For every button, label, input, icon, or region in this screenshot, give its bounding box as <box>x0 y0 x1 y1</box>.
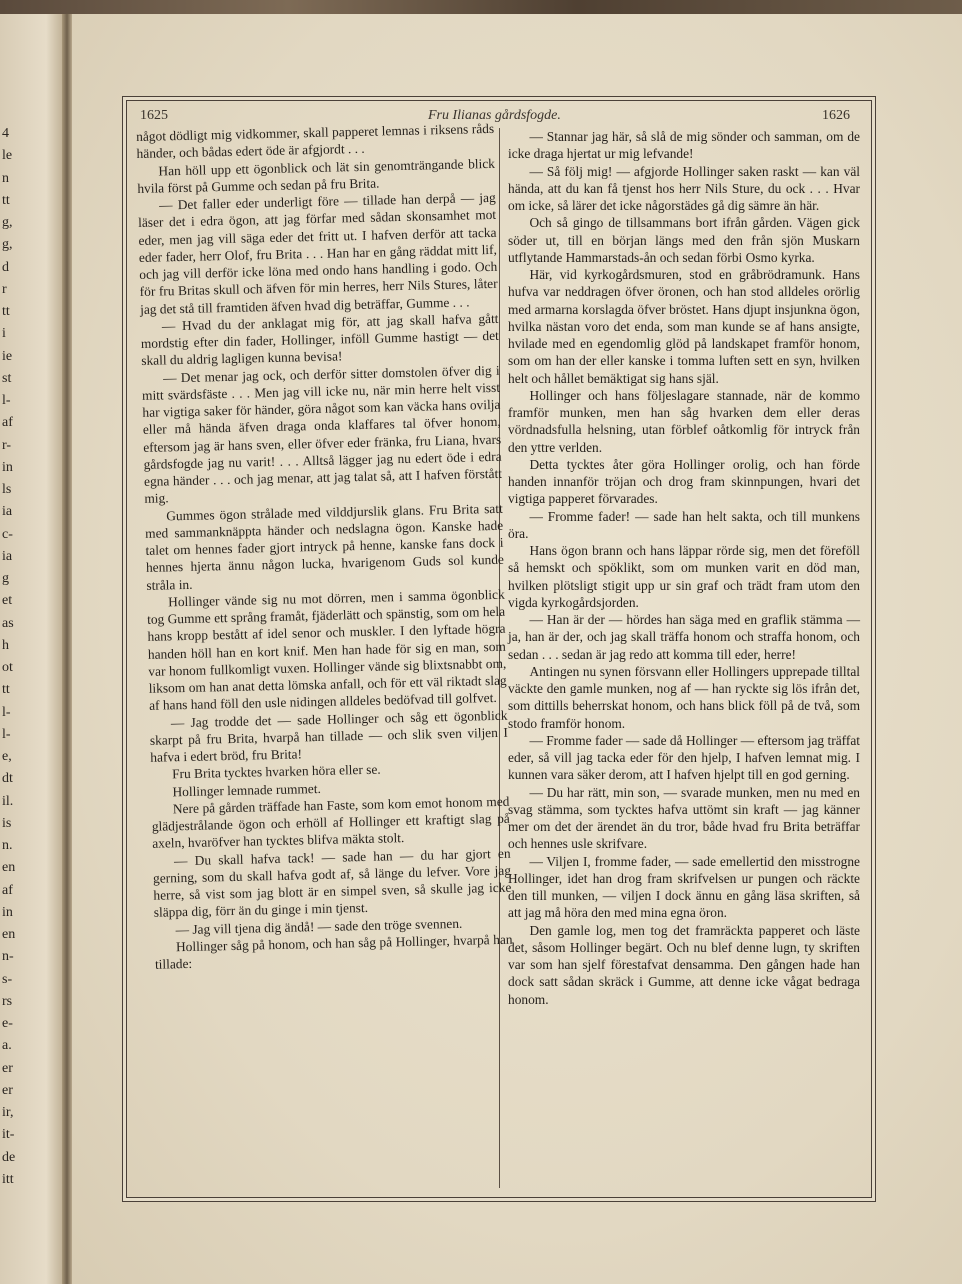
previous-page-fragment: h <box>2 637 9 653</box>
previous-page-fragment: ia <box>2 548 13 564</box>
previous-page-fragment: e- <box>2 1016 13 1031</box>
previous-page-fragment: et <box>2 593 13 609</box>
previous-page-fragment: af <box>2 882 13 898</box>
paragraph: — Han är der — hördes han säga med en graflik stämma — ja, han är der, och jag skall träffa honom och straffa honom, och sedan . . . sedan är jag redo att komma till eder, herre! <box>508 612 860 662</box>
paragraph: Detta tycktes åter göra Hollinger orolig, och han förde handen innanför tröjan och drog fram skinnpungen, hvari det vigtiga papperet förvarades. <box>508 456 860 507</box>
previous-page-fragment: en <box>2 927 16 942</box>
paragraph: Han höll upp ett ögonblick och lät sin genomträngande blick hvila först på Gumme och sedan på fru Brita. <box>137 155 496 196</box>
previous-page-fragment: er <box>2 1060 13 1076</box>
previous-page-fragment: g <box>2 571 9 586</box>
book-gutter <box>62 14 72 1284</box>
book-spine-strip <box>0 0 962 14</box>
paragraph: — Så följ mig! — afgjorde Hollinger saken raskt — kan väl hända, att du kan få tjenst hos herr Nils Sture, du ock . . . Hvar om icke, så lärer det icke någorstädes gå dig sämre än här. <box>508 163 860 213</box>
paragraph: — Det faller eder underligt före — tillade han derpå — jag läser det i edra ögon, att jag förfar med sådan skonsamhet mot eder, men jag vill säga eder det fritt ut. I hafven derför att tacka eder fader, herr Olof, fru Brita . . . Han har en gång räddat mitt lif, och jag vill derför icke löna med ondo hans handling i godo. Och för fru Britas skull och äfven för min herres, herr Nils Stures, låter jag det stå till framtiden äfven hvad dig beträffar, Gumme . . . <box>137 189 498 317</box>
paragraph: Här, vid kyrkogårdsmuren, stod en gråbrödramunk. Hans hufva var neddragen öfver öronen, och han stod alldeles orörlig med armarna korslagda öfver bröstet. Hans djupt insjunkna ögon, hvilka nästan voro det enda, som man kunde se af hans ansigte, hvilade med en egendomlig glöd på landskapet framför honom, som om han der eller kanske i tomma luften sett en syn, hvilken helt och hållet bemäktigat sig hans själ. <box>508 267 860 386</box>
paragraph: — Jag vill tjena dig ändå! — sade den tröge svennen. <box>175 915 463 937</box>
previous-page-fragment: st <box>2 370 12 386</box>
running-title: Fru Ilianas gårdsfogde. <box>428 108 561 123</box>
paragraph: — Fromme fader! — sade han helt sakta, och till munkens öra. <box>508 508 860 541</box>
previous-page-fragment: s- <box>2 971 13 987</box>
previous-page-fragment: af <box>2 415 13 431</box>
previous-page-fragment: n <box>2 170 9 186</box>
previous-page-fragment: d <box>2 259 9 275</box>
paragraph: — Hvad du der anklagat mig för, att jag skall hafva gått mordstig efter din fader, Hollinger, inföll Gumme hastigt — det skall du aldrig lagligen kunna bevisa! <box>140 310 499 369</box>
right-page-number: 1626 <box>822 108 850 123</box>
previous-page-fragment: il. <box>2 793 14 809</box>
paragraph: Och så gingo de tillsammans bort ifrån gården. Vägen gick söder ut, till en början längs med den från sjön Muskarn utflytande Hammarstads-ån och sedan förbi Osmo kyrka. <box>508 215 860 265</box>
previous-page-fragment: rs <box>2 993 13 1009</box>
paragraph: — Fromme fader — sade då Hollinger — eftersom jag träffat eder, så vill jag tacka eder för den hjelp, I hafven lemnat mig. I kunnen vara säker derom, att I hafven hjelpt till en god gerning. <box>508 732 860 783</box>
paragraph: — Du skall hafva tack! — sade han — du har gjort en gerning, som du skall hafva godt af, så länge du lefver. Vore jag herre, så vist som jag blott är en simpel sven, så skulle jag icke släppa dig, förr än du ginge i min tjenst. <box>152 845 512 921</box>
left-column <box>136 120 513 973</box>
previous-page-fragment: it- <box>2 1127 15 1143</box>
previous-page-fragment: is <box>2 815 12 831</box>
paragraph: — Stannar jag här, så slå de mig sönder och samman, om de icke draga hjertat ur mig lefvande! <box>508 129 860 162</box>
previous-page-fragment: g, <box>2 215 13 230</box>
paragraph: Antingen nu synen försvann eller Hollingers upprepade tilltal väckte den gamle munken, nog af — han ryckte sig lös ifrån det, som dittills beherrskat honom, och hans blick föll på de två, som stodo framför honom. <box>508 663 860 731</box>
paragraph: Gummes ögon strålade med vilddjurslik glans. Fru Brita satt med sammanknäppta händer och nedslagna ögon. Kanske hade talet om hennes fader gjort intryck på henne, kanske fans dock i hennes hjerta ännu någon lucka, hvarigenom Guds sol kunde stråla in. <box>145 500 505 593</box>
previous-page-fragment: dt <box>2 771 13 787</box>
previous-page-fragment: tt <box>2 304 10 319</box>
previous-page-fragment: in <box>2 459 13 475</box>
previous-page-fragment: a. <box>2 1038 12 1054</box>
previous-page-fragment: l- <box>2 393 11 408</box>
previous-page-fragment: r- <box>2 437 12 453</box>
previous-page-fragment: le <box>2 148 13 164</box>
previous-page-fragment: itt <box>2 1171 14 1187</box>
previous-page-fragment: r <box>2 281 7 297</box>
paragraph: Hans ögon brann och hans läppar rörde sig, men det föreföll så hemskt och spöklikt, som om munken varit en död man, hvilken plötsligt stigit upp ur sin graf och trädt fram utom den vigda kyrkogårdsjorden. <box>508 543 860 610</box>
previous-page-fragment: en <box>2 860 16 876</box>
paragraph: Den gamle log, men tog det framräckta papperet och läste det, såsom Hollinger begärt. Och nu blef denne lugn, ty skriften var som han sjelf förestafvat densamma. Den gången hade han dock satt sådan skräck i Gumme, att denne icke vågat bedraga honom. <box>508 922 860 1007</box>
previous-page-fragment: tt <box>2 192 10 208</box>
previous-page-fragment: in <box>2 904 13 920</box>
previous-page-fragment: n- <box>2 949 14 965</box>
previous-page-fragment: l- <box>2 726 11 742</box>
previous-page-fragment: ir, <box>2 1105 14 1120</box>
paragraph: Fru Brita tycktes hvarken höra eller se. <box>171 761 381 782</box>
previous-page-fragment: ls <box>2 482 12 497</box>
left-page-number: 1625 <box>140 108 168 123</box>
previous-page-fragment: g, <box>2 237 13 253</box>
previous-page-fragment: ie <box>2 348 13 364</box>
previous-page-fragment: er <box>2 1082 13 1098</box>
previous-page-fragment: as <box>2 615 14 631</box>
paragraph: något dödligt mig vidkommer, skall papperet lemnas i riksens råds händer, och bådas edert öde är afgjordt . . . <box>136 120 495 162</box>
paragraph: Hollinger vände sig nu mot dörren, men i samma ögonblick tog Gumme ett språng framåt, fjäderlätt och spänstig, som om hela hans kropp bestått af idel senor och muskler. I den lyftade högra handen höll han en kort knif. Men han hade för sig en man, som var honom fullkomligt vuxen. Hollinger vände sig blixtsnabbt om, liksom om han anat detta lömska anfall, och för ett väl riktadt slag af hans hand föll den usle nidingen alldeles bedöfvad till golfvet. <box>146 586 507 714</box>
previous-page-fragment: n. <box>2 838 13 853</box>
paragraph: — Det menar jag ock, och derför sitter domstolen öfver dig i mitt svärdsfäste . . . Men jag vill icke nu, när min herre helt visst har vigtiga saker för händer, göra något som kan väcka hans ovilja eller må hända äfven draga onda klaffares tal öfver honom, eftersom jag är hans sven, eller öfver eder fränka, fru Liana, hvars gårdsfogde jag nu varit! . . . Alltså lägger jag nu edert öde i edra egna händer . . . och jag menar, att jag talat så, att I hafven förstått mig. <box>141 362 503 507</box>
previous-page-fragment: tt <box>2 682 10 698</box>
previous-page-fragment: ia <box>2 504 13 520</box>
paragraph: — Viljen I, fromme fader, — sade emellertid den misstrogne Hollinger, idet han drog fram skrifvelsen ur pungen och räckte den till munken, — viljen I dock ännu en gång läsa skriften, så att jag må höra den med mina egna öron. <box>508 853 860 921</box>
paragraph: — Du har rätt, min son, — svarade munken, men nu med en svag stämma, som tycktes hafva uttömt sin kraft — jag känner mer om det der ärendet än du tror, både hvad fru Brita beträffar och hennes usle skrifvare. <box>508 784 860 852</box>
right-column <box>508 128 860 1008</box>
previous-page-fragment: i <box>2 326 6 342</box>
previous-page-fragment: ot <box>2 660 13 675</box>
previous-page-fragment: l- <box>2 704 11 720</box>
previous-page-fragment: c- <box>2 526 13 542</box>
previous-page-fragment: e, <box>2 749 12 764</box>
paragraph: — Jag trodde det — sade Hollinger och såg ett ögonblick skarpt på fru Brita, hvarpå han tillade — och slik sven viljen I hafva i edert bröd, fru Brita! <box>149 707 508 765</box>
paragraph: Hollinger och hans följeslagare stannade, när de kommo framför munken, men han såg hvarken dem eller deras vördnadsfulla helsning, utan förblef oåtkomlig för intryck från den yttre verlden. <box>508 387 860 455</box>
previous-page-edge <box>0 14 66 1284</box>
previous-page-fragment: de <box>2 1149 16 1165</box>
paragraph: Nere på gården träffade han Faste, som kom emot honom med glädjestrålande ögon och erhöll af Hollinger ett kraftigt slag på axeln, hvaröfver han tycktes blifva mäkta stolt. <box>151 793 510 852</box>
previous-page-fragment: 4 <box>2 126 9 141</box>
paragraph: Hollinger lemnade rummet. <box>172 780 322 799</box>
paragraph: Hollinger såg på honom, och han såg på Hollinger, hvarpå han tillade: <box>154 931 513 972</box>
